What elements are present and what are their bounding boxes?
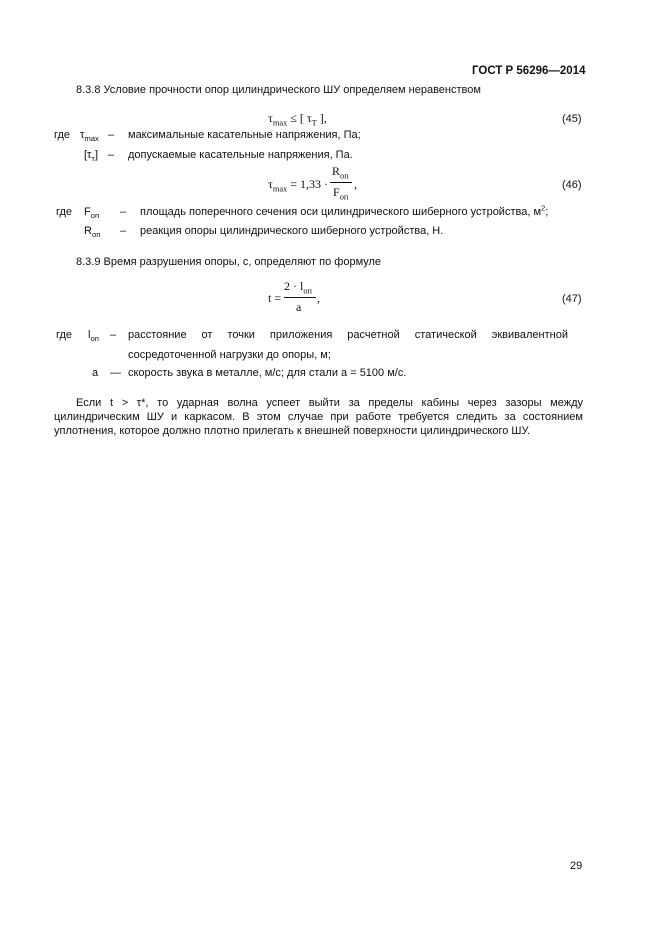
definition-text: максимальные касательные напряжения, Па; [128, 129, 361, 141]
where-label: где [56, 206, 73, 218]
definition-text: расстояние от точки приложения расчетной статической эквивалентной [128, 329, 568, 341]
standard-header: ГОСТ Р 56296—2014 [472, 65, 586, 77]
definition-text: скорость звука в металле, м/с; для стали a = 5100 м/с. [128, 367, 407, 379]
equation-46-number: (46) [562, 179, 582, 191]
definition-text: допускаемые касательные напряжения, Па. [128, 149, 353, 161]
symbol-tau-max: $\tau_{max}$ [80, 129, 99, 144]
symbol-f-op: $F_{оп}$ [84, 206, 100, 221]
definition-dash: – [120, 206, 127, 218]
equation-47-number: (47) [562, 293, 582, 305]
where-label: где [56, 329, 73, 341]
definition-text: реакция опоры цилиндрического шиберного устройства, Н. [140, 225, 444, 237]
definition-dash: – [120, 225, 127, 237]
paragraph-line-2: цилиндрическим ШУ и каркасом. В этом случае при работе требуется следить за состоянием [54, 411, 583, 423]
symbol-r-op: $R_{оп}$ [84, 225, 101, 240]
where-label: где [54, 129, 71, 141]
definition-text-continued: сосредоточенной нагрузки до опоры, м; [128, 349, 331, 361]
definition-dash: – [110, 329, 117, 341]
definition-dash: – [108, 149, 115, 161]
definition-text: площадь поперечного сечения оси цилиндрического шиберного устройства, $м^2$; [140, 203, 549, 218]
equation-45-number: (45) [562, 113, 582, 125]
equation-46-lhs: $\tau_{max} = 1,33$ · [268, 177, 329, 194]
equation-47-fraction: $2 \cdot l_{оп}$ a [284, 279, 316, 319]
definition-dash: — [110, 367, 121, 379]
paragraph-line-3: уплотнения, которое должно плотно прилегать к внешней поверхности цилиндрического ШУ. [54, 425, 531, 437]
equation-47-tail: , [317, 291, 320, 305]
definition-dash: – [108, 129, 115, 141]
equation-47-lhs: t = [268, 291, 282, 305]
symbol-tau-allowed: $[\tau_т]$ [84, 149, 98, 164]
equation-46-fraction: $R_{оп}$ $F_{оп}$ [330, 164, 352, 204]
symbol-a: a [92, 367, 99, 379]
equation-45: $\tau_{max}$ ≤ [ $\tau_T$ ], [268, 111, 327, 128]
section-8-3-9-intro: 8.3.9 Время разрушения опоры, с, определяют по формуле [76, 256, 382, 268]
page-number: 29 [570, 860, 583, 872]
symbol-l-op: $l_{оп}$ [88, 329, 99, 344]
section-8-3-8-intro: 8.3.8 Условие прочности опор цилиндрического ШУ определяем неравенством [76, 84, 481, 96]
paragraph-line-1: Если t > τ*, то ударная волна успеет выйти за пределы кабины через зазоры между [76, 397, 583, 409]
equation-46-tail: , [354, 177, 357, 191]
